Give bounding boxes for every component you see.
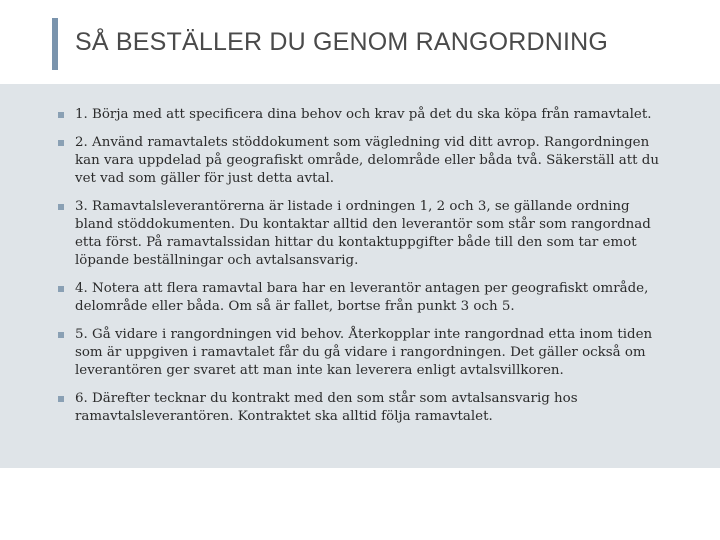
square-bullet-icon bbox=[58, 332, 64, 338]
title-accent-bar bbox=[52, 18, 58, 70]
list-item-text: 3. Ramavtalsleverantörerna är listade i ordningen 1, 2 och 3, se gällande ordning bland stöddokumenten. Du kontaktar alltid den leverantör som står som rangordnad etta först. På ramavtalssidan hittar du kontaktuppgifter både till den som tar emot löpande beställningar och avtalsansvarig. bbox=[75, 199, 651, 268]
square-bullet-icon bbox=[58, 112, 64, 118]
slide-title: SÅ BESTÄLLER DU GENOM RANGORDNING bbox=[75, 28, 609, 56]
footer bbox=[0, 468, 720, 540]
list-item bbox=[57, 134, 667, 188]
title-band bbox=[0, 0, 720, 84]
list-item bbox=[57, 390, 667, 426]
footer-logo bbox=[56, 512, 222, 526]
square-bullet-icon bbox=[58, 286, 64, 292]
square-bullet-icon bbox=[58, 140, 64, 146]
heart-logo-icon: ♥ bbox=[56, 512, 64, 526]
square-bullet-icon bbox=[58, 204, 64, 210]
list-item-text: 1. Börja med att specificera dina behov och krav på det du ska köpa från ramavtalet. bbox=[75, 107, 652, 122]
square-bullet-icon bbox=[58, 396, 64, 402]
bullet-list bbox=[57, 106, 667, 436]
list-item bbox=[57, 198, 667, 270]
list-item-text: 6. Därefter tecknar du kontrakt med den som står som avtalsansvarig hos ramavtalsleverantören. Kontraktet ska alltid följa ramavtalet. bbox=[75, 391, 578, 424]
list-item bbox=[57, 326, 667, 380]
footer-logo-text: SKLKommentusInköpscentral bbox=[64, 512, 223, 526]
list-item-text: 2. Använd ramavtalets stöddokument som vägledning vid ditt avrop. Rangordningen kan vara uppdelad på geografiskt område, delområde eller båda två. Säkerställ att du vet vad som gäller för just detta avtal. bbox=[75, 135, 659, 186]
list-item-text: 5. Gå vidare i rangordningen vid behov. Återkopplar inte rangordnad etta inom tiden som är uppgiven i ramavtalet får du gå vidare i rangordningen. Det gäller också om leverantören ger svaret att man inte kan leverera enligt avtalsvillkoren. bbox=[75, 327, 653, 378]
list-item bbox=[57, 280, 667, 316]
list-item-text: 4. Notera att flera ramavtal bara har en leverantör antagen per geografiskt område, delområde eller båda. Om så är fallet, bortse från punkt 3 och 5. bbox=[75, 281, 649, 314]
list-item bbox=[57, 106, 667, 124]
